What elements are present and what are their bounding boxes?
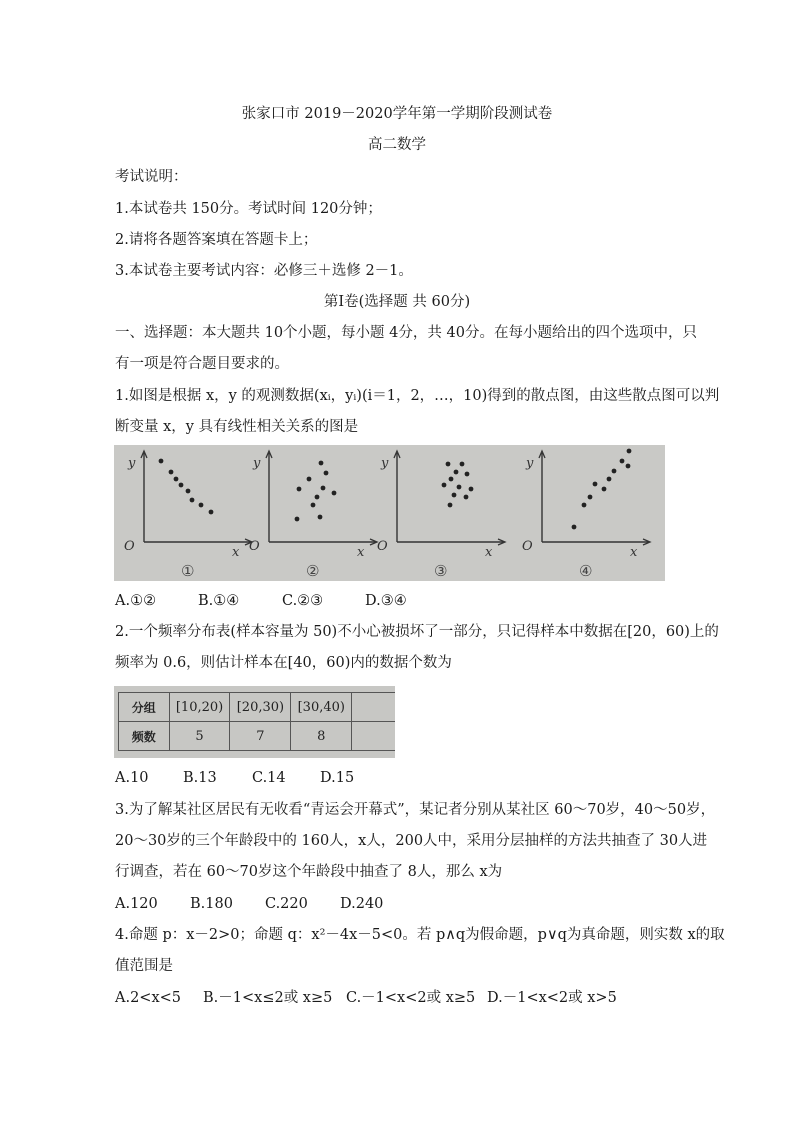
scatter-plots-figure [114, 445, 665, 581]
table-cell: [10,20) [169, 693, 230, 722]
q1-option-b: B.①④ [198, 593, 240, 609]
scatter-point [469, 487, 474, 492]
scatter-point [452, 493, 457, 498]
scatter-point [627, 449, 632, 454]
frequency-table-image [114, 686, 395, 758]
scatter-point [297, 487, 302, 492]
table-cell: 5 [169, 722, 230, 751]
y-axis-label: y [381, 456, 389, 471]
instruction-item: 3.本试卷主要考试内容：必修三＋选修 2－1。 [115, 263, 413, 279]
scatter-point [318, 515, 323, 520]
q2-option-b: B.13 [183, 770, 217, 786]
section-title: 第Ⅰ卷(选择题 共 60分) [323, 294, 471, 310]
instructions-heading: 考试说明： [115, 169, 188, 185]
table-cell: 频数 [119, 722, 170, 751]
scatter-point [174, 477, 179, 482]
origin-label: O [377, 539, 388, 554]
q3-option-c: C.220 [265, 896, 308, 912]
q2-option-d: D.15 [320, 770, 355, 786]
q4-option-a: A.2<x<5 [115, 990, 182, 1006]
scatter-point [626, 464, 631, 469]
scatter-point [446, 462, 451, 467]
scatter-point [319, 461, 324, 466]
panel-label: ④ [579, 562, 593, 580]
q4-option-d: D.－1<x<2或 x>5 [487, 990, 617, 1006]
y-axis-label: y [526, 456, 534, 471]
scatter-point [448, 503, 453, 508]
question-2-text: 2.一个频率分布表(样本容量为 50)不小心被损坏了一部分，只记得样本中数据在[20，60)上的 [115, 624, 719, 640]
scatter-point [620, 459, 625, 464]
scatter-point [572, 525, 577, 530]
y-axis-label: y [128, 456, 136, 471]
scatter-point [190, 498, 195, 503]
instruction-item: 2.请将各题答案填在答题卡上； [115, 232, 318, 248]
scatter-point [588, 495, 593, 500]
question-1-text: 断变量 x，y 具有线性相关关系的图是 [115, 419, 359, 435]
scatter-point [602, 487, 607, 492]
origin-label: O [249, 539, 260, 554]
q4-option-c: C.－1<x<2或 x≥5 [346, 990, 476, 1006]
table-cell: 7 [230, 722, 291, 751]
question-4-text: 4.命题 p：x－2>0；命题 q：x²－4x－5<0。若 p∧q为假命题，p∨q为真命题，则实数 x的取 [115, 927, 725, 943]
scatter-point [449, 477, 454, 482]
q4-option-b: B.－1<x≤2或 x≥5 [203, 990, 333, 1006]
scatter-point [311, 503, 316, 508]
scatter-point [209, 510, 214, 515]
scatter-point [307, 477, 312, 482]
scatter-point [607, 477, 612, 482]
question-3-text: 20～30岁的三个年龄段中的 160人，x人，200人中，采用分层抽样的方法共抽查了 30人进 [115, 833, 708, 849]
scatter-panel-1 [124, 451, 252, 580]
q1-option-c: C.②③ [282, 593, 324, 609]
question-3-text: 3.为了解某社区居民有无收看“青运会开幕式”，某记者分别从某社区 60～70岁，40～50岁， [115, 802, 716, 818]
panel-label: ③ [434, 562, 448, 580]
x-axis-label: x [232, 545, 240, 560]
origin-label: O [522, 539, 533, 554]
scatter-point [159, 459, 164, 464]
table-cell: [20,30) [230, 693, 291, 722]
exam-title: 张家口市 2019－2020学年第一学期阶段测试卷 [241, 106, 553, 122]
question-1-text: 1.如图是根据 x，y 的观测数据(xᵢ，yᵢ)(i＝1，2，…，10)得到的散点图，由这些散点图可以判 [115, 388, 720, 404]
panel-label: ② [306, 562, 320, 580]
scatter-point [315, 495, 320, 500]
q3-option-a: A.120 [115, 896, 158, 912]
origin-label: O [124, 539, 135, 554]
q1-option-d: D.③④ [365, 593, 407, 609]
scatter-panel-3 [377, 451, 505, 580]
scatter-point [324, 471, 329, 476]
question-4-text: 值范围是 [115, 958, 173, 974]
subject-title: 高二数学 [368, 137, 426, 153]
x-axis-label: x [630, 545, 638, 560]
q2-option-a: A.10 [115, 770, 149, 786]
question-3-text: 行调查，若在 60～70岁这个年龄段中抽查了 8人，那么 x为 [115, 864, 503, 880]
q3-option-b: B.180 [190, 896, 233, 912]
q1-option-a: A.①② [115, 593, 157, 609]
scatter-point [457, 485, 462, 490]
scatter-point [199, 503, 204, 508]
scatter-point [464, 495, 469, 500]
x-axis-label: x [485, 545, 493, 560]
panel-label: ① [181, 562, 195, 580]
q3-option-d: D.240 [340, 896, 384, 912]
scatter-point [179, 483, 184, 488]
scatter-point [332, 491, 337, 496]
question-2-text: 频率为 0.6，则估计样本在[40，60)内的数据个数为 [115, 655, 452, 671]
scatter-point [465, 472, 470, 477]
scatter-point [295, 517, 300, 522]
table-row [119, 693, 396, 722]
scatter-point [612, 469, 617, 474]
scatter-point [593, 482, 598, 487]
scatter-point [454, 470, 459, 475]
y-axis-label: y [253, 456, 261, 471]
table-cell-torn [352, 693, 395, 722]
table-cell-torn [352, 722, 395, 751]
scatter-point [442, 483, 447, 488]
instruction-item: 1.本试卷共 150分。考试时间 120分钟； [115, 201, 382, 217]
scatter-point [460, 462, 465, 467]
table-row [119, 722, 396, 751]
scatter-panel-2 [249, 451, 377, 580]
scatter-point [582, 503, 587, 508]
q2-option-c: C.14 [252, 770, 286, 786]
scatter-point [186, 489, 191, 494]
scatter-panel-4 [522, 449, 650, 580]
scatter-point [321, 486, 326, 491]
scatter-point [169, 470, 174, 475]
table-cell: 分组 [119, 693, 170, 722]
section-description: 有一项是符合题目要求的。 [115, 356, 289, 372]
x-axis-label: x [357, 545, 365, 560]
frequency-table [118, 692, 395, 751]
section-description: 一、选择题：本大题共 10个小题，每小题 4分，共 40分。在每小题给出的四个选项中，只 [115, 325, 697, 341]
table-cell: [30,40) [291, 693, 352, 722]
table-cell: 8 [291, 722, 352, 751]
scatter-plots-svg [114, 445, 665, 581]
